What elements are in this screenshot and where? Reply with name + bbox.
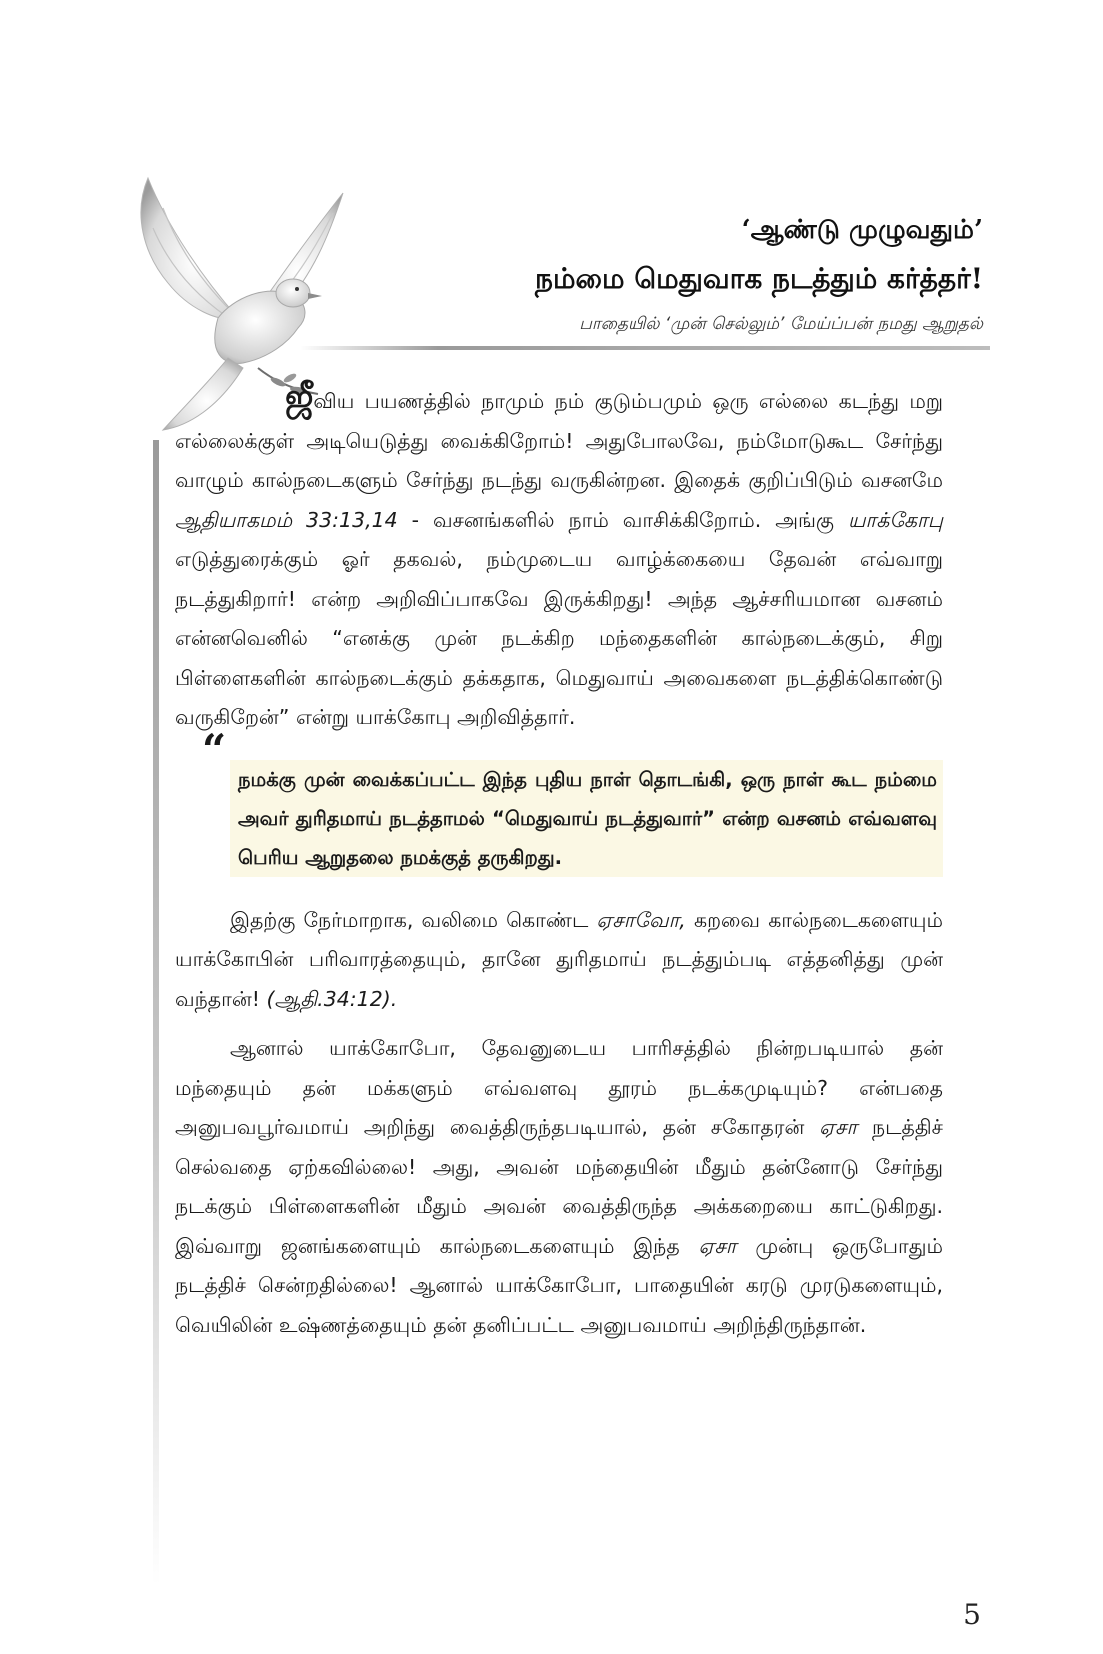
left-margin-rule <box>153 440 159 1585</box>
article-body <box>175 378 943 1345</box>
verse-reference: ஆதியாகமம் 33:13,14 <box>175 507 398 532</box>
name-jacob: யாக்கோபு <box>847 507 943 532</box>
para2-reference: (ஆதி.34:12). <box>266 986 398 1011</box>
header-rule <box>300 346 990 350</box>
para3-text-b: நடத்திச் செல்வதை ஏற்கவில்லை! அது, அவன் மந்தையின் மீதும் தன்னோடு சேர்ந்து நடக்கும் பிள்ளைகளின் மீதும் அவன் வைத்திருந்த அக்கறையை காட்டுகிறது. இவ்வாறு ஜனங்களையும் கால்நடைகளையும் இந்த <box>175 1115 943 1258</box>
para3-text-a: ஆனால் யாக்கோபோ, தேவனுடைய பாரிசத்தில் நின்றபடியால் தன் மந்தையும் தன் மக்களும் எவ்வளவு தூரம் நடக்கமுடியும்? என்பதை அனுபவபூர்வமாய் அறிந்து வைத்திருந்தபடியால், தன் சகோதரன் <box>175 1036 943 1139</box>
quote-mark-icon: “ <box>202 724 227 774</box>
paragraph-1 <box>175 378 943 738</box>
para1-text-b: - வசனங்களில் நாம் வாசிக்கிறோம். அங்கு <box>397 507 848 532</box>
para1-text-c: எடுத்துரைக்கும் ஓர் தகவல், நம்முடைய வாழ்க்கையை தேவன் எவ்வாறு நடத்துகிறார்! என்ற அறிவிப்பாகவே இருக்கிறது! அந்த ஆச்சரியமான வசனம் என்னவெனில் “எனக்கு முன் நடக்கிற மந்தைகளின் கால்நடைக்கும், சிறு பிள்ளைகளின் கால்நடைக்கும் தக்கதாக, மெதுவாய் அவைகளை நடத்திக்கொண்டு வருகிறேன்” என்று யாக்கோபு அறிவித்தார். <box>175 547 943 729</box>
para1-text-a: விய பயணத்தில் நாமும் நம் குடும்பமும் ஒரு எல்லை கடந்து மறு எல்லைக்குள் அடியெடுத்து வைக்கிறோம்! அதுபோலவே, நம்மோடுகூட சேர்ந்து வாழும் கால்நடைகளும் சேர்ந்து நடந்து வருகின்றன. இதைக் குறிப்பிடும் வசனமே <box>175 389 943 492</box>
title-line-1: ‘ஆண்டு முழுவதும்’ <box>741 215 983 245</box>
para2-text-a: இதற்கு நேர்மாறாக, வலிமை கொண்ட <box>230 907 597 932</box>
page-number: 5 <box>963 1598 981 1631</box>
name-esau-1: ஏசா <box>819 1115 858 1139</box>
para3-text-c: முன்பு ஒருபோதும் நடத்திச் சென்றதில்லை! ஆனால் யாக்கோபோ, பாதையின் கரடு முரடுகளையும், வெயிலின் உஷ்ணத்தையும் தன் தனிப்பட்ட அனுபவமாய் அறிந்திருந்தான். <box>175 1233 944 1337</box>
name-esau-2: ஏசா <box>698 1233 737 1258</box>
subtitle: பாதையில் ‘முன் செல்லும்’ மேய்ப்பன் நமது ஆறுதல் <box>579 314 983 334</box>
quote-text: நமக்கு முன் வைக்கப்பட்ட இந்த புதிய நாள் தொடங்கி, ஒரு நாள் கூட நம்மை அவர் துரிதமாய் நடத்தாமல் “மெதுவாய் நடத்துவார்” என்ற வசனம் எவ்வளவு பெரிய ஆறுதலை நமக்குத் தருகிறது. <box>238 767 937 869</box>
title-line-2: நம்மை மெதுவாக நடத்தும் கர்த்தர்! <box>535 262 983 295</box>
highlight-quote <box>202 724 943 877</box>
para2-text-b: கறவை கால்நடைகளையும் யாக்கோபின் பரிவாரத்தையும், தானே துரிதமாய் நடத்தும்படி எத்தனித்து முன் வந்தான்! <box>175 907 943 1011</box>
paragraph-3 <box>175 1029 943 1345</box>
dropcap: ஜீ <box>285 377 314 417</box>
name-esau: ஏசாவோ, <box>596 907 686 932</box>
paragraph-2 <box>175 901 943 1020</box>
